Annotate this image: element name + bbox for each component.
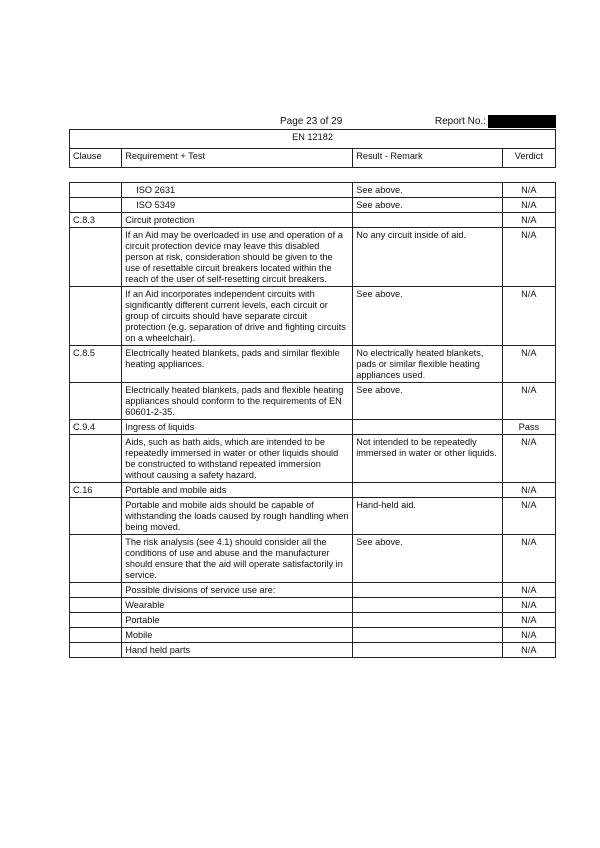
requirement-cell: Electrically heated blankets, pads and similar flexible heating appliances. — [122, 346, 353, 383]
result-cell: See above. — [353, 183, 502, 198]
table-row — [70, 287, 556, 346]
table-row — [70, 498, 556, 535]
clause-cell — [70, 643, 122, 658]
page-number: Page 23 of 29 — [280, 116, 343, 127]
table-row — [70, 228, 556, 287]
verdict-cell: N/A — [502, 183, 555, 198]
clause-cell: C.9.4 — [70, 420, 122, 435]
verdict-cell: N/A — [502, 583, 555, 598]
requirement-cell: Possible divisions of service use are: — [122, 583, 353, 598]
result-cell — [353, 213, 502, 228]
clause-cell — [70, 198, 122, 213]
requirement-cell: Portable — [122, 613, 353, 628]
clause-cell: C.16 — [70, 483, 122, 498]
table-row — [70, 213, 556, 228]
requirement-cell: Mobile — [122, 628, 353, 643]
verdict-cell: N/A — [502, 643, 555, 658]
clause-cell — [70, 183, 122, 198]
result-cell — [353, 583, 502, 598]
verdict-cell: N/A — [502, 346, 555, 383]
table-row — [70, 535, 556, 583]
table-row — [70, 198, 556, 213]
table-row — [70, 483, 556, 498]
clause-cell — [70, 628, 122, 643]
verdict-cell: Pass — [502, 420, 555, 435]
verdict-cell: N/A — [502, 613, 555, 628]
result-cell — [353, 483, 502, 498]
clause-cell — [70, 287, 122, 346]
clause-cell — [70, 598, 122, 613]
report-header-table — [69, 129, 556, 168]
result-cell: Hand-held aid. — [353, 498, 502, 535]
verdict-cell: N/A — [502, 483, 555, 498]
result-cell — [353, 598, 502, 613]
table-row — [70, 383, 556, 420]
verdict-cell: N/A — [502, 598, 555, 613]
table-row — [70, 346, 556, 383]
verdict-cell: N/A — [502, 535, 555, 583]
result-cell — [353, 420, 502, 435]
clause-cell — [70, 228, 122, 287]
clause-cell — [70, 613, 122, 628]
column-header-requirement: Requirement + Test — [122, 149, 353, 168]
result-cell: Not intended to be repeatedly immersed in water or other liquids. — [353, 435, 502, 483]
requirement-cell: Wearable — [122, 598, 353, 613]
verdict-cell: N/A — [502, 228, 555, 287]
requirement-cell: ISO 2631 — [122, 183, 353, 198]
table-row — [70, 598, 556, 613]
table-row — [70, 420, 556, 435]
result-cell: No electrically heated blankets, pads or similar flexible heating appliances used. — [353, 346, 502, 383]
requirement-cell: The risk analysis (see 4.1) should consider all the conditions of use and abuse and the manufacturer should ensure that the aid will operate satisfactorily in service. — [122, 535, 353, 583]
clause-cell — [70, 583, 122, 598]
requirement-cell: Aids, such as bath aids, which are intended to be repeatedly immersed in water or other liquids should be constructed to withstand repeated immersion without causing a safety hazard. — [122, 435, 353, 483]
result-cell — [353, 613, 502, 628]
clause-cell — [70, 498, 122, 535]
clause-cell: C.8.5 — [70, 346, 122, 383]
report-number-label: Report No.: — [434, 116, 486, 127]
column-header-row — [70, 149, 556, 168]
requirement-cell: ISO 5349 — [122, 198, 353, 213]
column-header-clause: Clause — [70, 149, 122, 168]
table-row — [70, 583, 556, 598]
requirement-cell: Portable and mobile aids — [122, 483, 353, 498]
standard-title: EN 12182 — [70, 130, 556, 149]
requirement-cell: If an Aid incorporates independent circuits with significantly different current levels, each circuit or group of circuits should have separate circuit protection (e.g. separation of drive and fighting circuits on a wheelchair). — [122, 287, 353, 346]
clause-cell — [70, 383, 122, 420]
result-cell — [353, 643, 502, 658]
page-header — [70, 116, 556, 130]
verdict-cell: N/A — [502, 198, 555, 213]
result-cell: See above. — [353, 383, 502, 420]
column-header-verdict: Verdict — [502, 149, 555, 168]
result-cell: No any circuit inside of aid. — [353, 228, 502, 287]
table-row — [70, 643, 556, 658]
verdict-cell: N/A — [502, 383, 555, 420]
table-row — [70, 613, 556, 628]
verdict-cell: N/A — [502, 213, 555, 228]
clause-cell — [70, 535, 122, 583]
verdict-cell: N/A — [502, 628, 555, 643]
verdict-cell: N/A — [502, 435, 555, 483]
requirement-cell: Ingress of liquids — [122, 420, 353, 435]
table-row — [70, 183, 556, 198]
requirement-cell: Portable and mobile aids should be capable of withstanding the loads caused by rough handling when being moved. — [122, 498, 353, 535]
column-header-result: Result - Remark — [353, 149, 502, 168]
verdict-cell: N/A — [502, 287, 555, 346]
requirement-cell: Circuit protection — [122, 213, 353, 228]
redacted-report-number — [488, 115, 556, 128]
requirement-cell: If an Aid may be overloaded in use and operation of a circuit protection device may leave this disabled person at risk, consideration should be given to the use of resettable circuit breakers located within the reach of the user of self-resetting circuit breakers. — [122, 228, 353, 287]
requirement-cell: Hand held parts — [122, 643, 353, 658]
clause-cell — [70, 435, 122, 483]
requirement-cell: Electrically heated blankets, pads and flexible heating appliances should conform to the requirements of EN 60601-2-35. — [122, 383, 353, 420]
result-cell — [353, 628, 502, 643]
verdict-cell: N/A — [502, 498, 555, 535]
table-row — [70, 628, 556, 643]
table-row — [70, 435, 556, 483]
result-cell: See above. — [353, 287, 502, 346]
result-cell: See above. — [353, 198, 502, 213]
result-cell: See above. — [353, 535, 502, 583]
clause-cell: C.8.3 — [70, 213, 122, 228]
requirements-table — [69, 182, 556, 658]
